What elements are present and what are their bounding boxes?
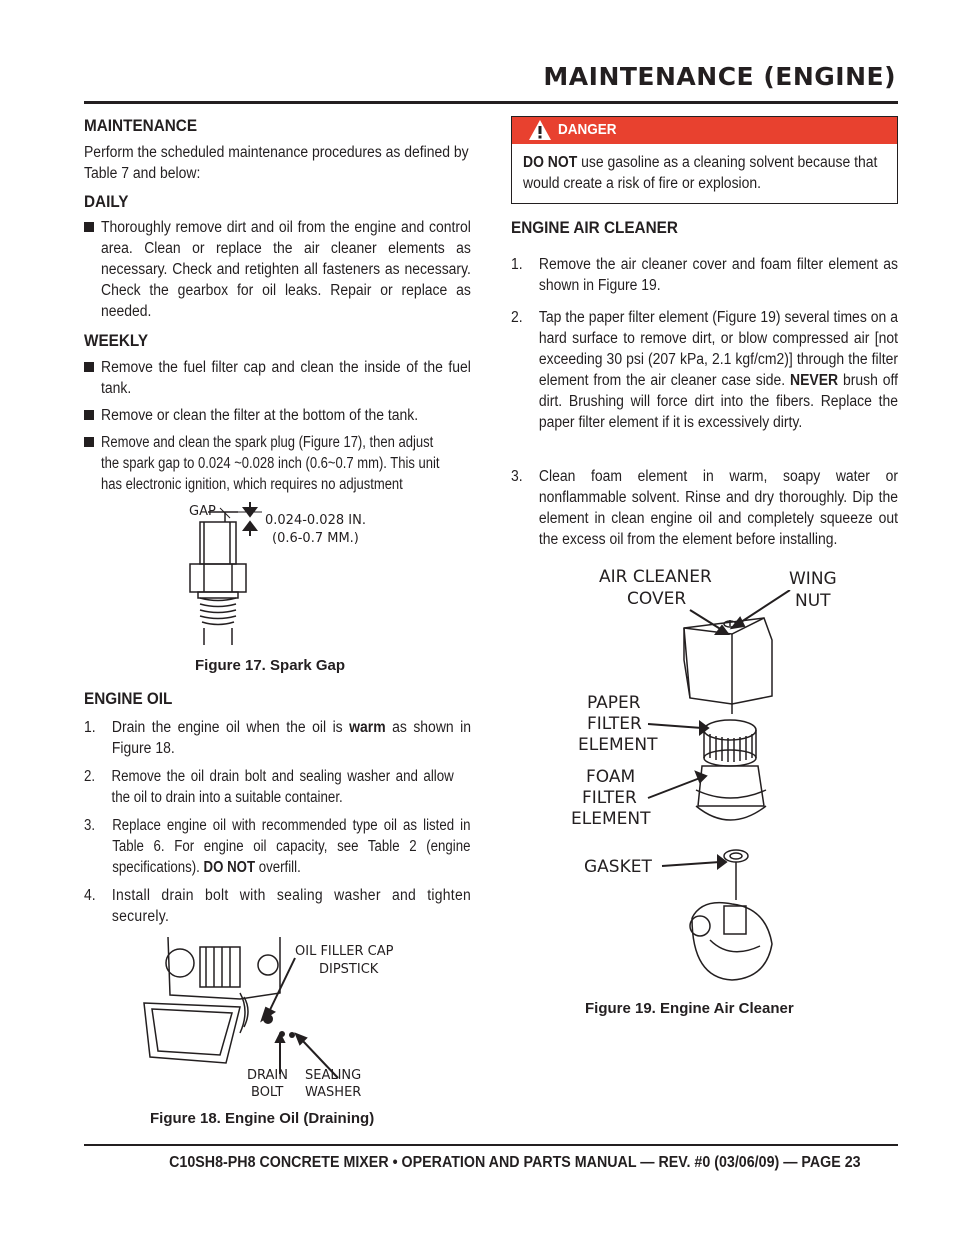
- list-item-text: Remove the oil drain bolt and sealing washer and allow the oil to drain into a suitable container.: [111, 768, 454, 806]
- list-item: [84, 217, 471, 322]
- list-item: [84, 405, 471, 426]
- danger-label: DANGER: [558, 121, 617, 138]
- maintenance-heading: MAINTENANCE: [84, 116, 198, 135]
- foam-filter-label-2: FILTER: [582, 788, 637, 808]
- daily-list: [84, 217, 471, 327]
- washer-label: WASHER: [305, 1085, 362, 1100]
- foam-filter-label-3: ELEMENT: [571, 809, 651, 829]
- oil-filler-cap-label: OIL FILLER CAP: [295, 944, 394, 959]
- list-item: [84, 357, 471, 399]
- warning-icon: [528, 119, 552, 141]
- list-item-text: Install drain bolt with sealing washer and tighten securely.: [111, 887, 472, 925]
- list-item-text: Replace engine oil with recommended type oil as listed in Table 6. For engine oil capacity, see Table 2 (engine specifications). DO NOT overfill.: [112, 817, 471, 876]
- drain-label: DRAIN: [247, 1068, 288, 1083]
- list-item: [84, 766, 454, 808]
- wing-nut-label-1: WING: [789, 569, 837, 589]
- list-item: [84, 885, 471, 927]
- gap-spec-in: 0.024-0.028 IN.: [265, 513, 366, 528]
- dipstick-label: DIPSTICK: [319, 962, 379, 977]
- bullet-icon: [84, 410, 94, 420]
- list-item-text: Remove or clean the filter at the bottom of the tank.: [101, 407, 419, 424]
- air-cleaner-list: [511, 254, 898, 554]
- list-item: [84, 815, 470, 878]
- list-number: 2.: [511, 309, 523, 326]
- daily-heading: DAILY: [84, 192, 129, 211]
- air-cleaner-cover-label-1: AIR CLEANER: [599, 567, 712, 587]
- list-item-text: Thoroughly remove dirt and oil from the engine and control area. Clean or replace the air cleaner elements as necessary. Check and retighten all fasteners as necessary. Check the gearbox for oil leaks. Repair or replace as needed.: [101, 219, 471, 320]
- list-item-text: Drain the engine oil when the oil is warm as shown in Figure 18.: [111, 719, 471, 757]
- list-number: 4.: [84, 887, 96, 904]
- air-cleaner-cover-label-2: COVER: [627, 589, 687, 609]
- danger-text: DO NOT use gasoline as a cleaning solvent because that would create a risk of fire or explosion.: [523, 154, 878, 192]
- weekly-list: [84, 357, 471, 497]
- engine-oil-heading: ENGINE OIL: [84, 689, 173, 708]
- air-cleaner-heading: ENGINE AIR CLEANER: [511, 218, 678, 237]
- list-number: 1.: [511, 256, 523, 273]
- figure-18-caption: Figure 18. Engine Oil (Draining): [150, 1110, 375, 1127]
- foam-filter-label-1: FOAM: [586, 767, 636, 787]
- list-item: [84, 717, 471, 759]
- list-item-text: Clean foam element in warm, soapy water or nonflammable solvent. Rinse and dry thoroughly. Dip the element in clean engine oil and completely squeeze out the excess oil from the element before installing.: [538, 468, 898, 548]
- list-item: [511, 307, 898, 433]
- header-rule: [84, 101, 898, 104]
- list-item: [511, 466, 898, 550]
- footer-rule: [84, 1144, 898, 1146]
- wing-nut-label-2: NUT: [795, 591, 831, 611]
- maintenance-text: Perform the scheduled maintenance procedures as defined by Table 7 and below:: [84, 144, 469, 182]
- list-number: 1.: [84, 719, 96, 736]
- sealing-label: SEALING: [305, 1068, 362, 1083]
- figure-19-caption: Figure 19. Engine Air Cleaner: [585, 1000, 794, 1017]
- bullet-icon: [84, 362, 94, 372]
- page-title: MAINTENANCE (ENGINE): [543, 62, 896, 91]
- list-item-text: Tap the paper filter element (Figure 19) several times on a hard surface to remove dirt, or blow compressed air [not exceeding 30 psi (207 kPa, 2.1 kgf/cm2)] through the filter element from the air cleaner case side. NEVER brush off dirt. Brushing will force dirt into the fibers. Replace the paper filter element if it is excessively dirty.: [538, 309, 898, 431]
- figure-18-leader-lines: [250, 940, 440, 1080]
- list-item: [84, 432, 471, 495]
- bullet-icon: [84, 222, 94, 232]
- gasket-label: GASKET: [584, 857, 652, 877]
- figure-17-caption: Figure 17. Spark Gap: [195, 657, 346, 674]
- list-item: [511, 254, 898, 296]
- list-item-text: Remove and clean the spark plug (Figure 17), then adjust the spark gap to 0.024 ~0.028 inch (0.6~0.7 mm). This unit has electronic ignition, which requires no adjustment: [101, 434, 440, 493]
- paper-filter-label-1: PAPER: [587, 693, 641, 713]
- list-item-text: Remove the air cleaner cover and foam filter element as shown in Figure 19.: [538, 256, 898, 294]
- gap-label: GAP: [189, 504, 216, 519]
- gap-spec-mm: (0.6-0.7 MM.): [272, 531, 359, 546]
- weekly-heading: WEEKLY: [84, 331, 149, 350]
- list-number: 3.: [511, 468, 523, 485]
- paper-filter-label-2: FILTER: [587, 714, 642, 734]
- list-number: 2.: [84, 768, 96, 785]
- engine-oil-list: [84, 717, 471, 927]
- bolt-label: BOLT: [251, 1085, 284, 1100]
- list-item-text: Remove the fuel filter cap and clean the inside of the fuel tank.: [101, 359, 471, 397]
- list-number: 3.: [84, 817, 96, 834]
- page-footer: C10SH8-PH8 CONCRETE MIXER • OPERATION AND PARTS MANUAL — REV. #0 (03/06/09) — PAGE 23: [169, 1154, 861, 1171]
- bullet-icon: [84, 437, 94, 447]
- paper-filter-label-3: ELEMENT: [578, 735, 658, 755]
